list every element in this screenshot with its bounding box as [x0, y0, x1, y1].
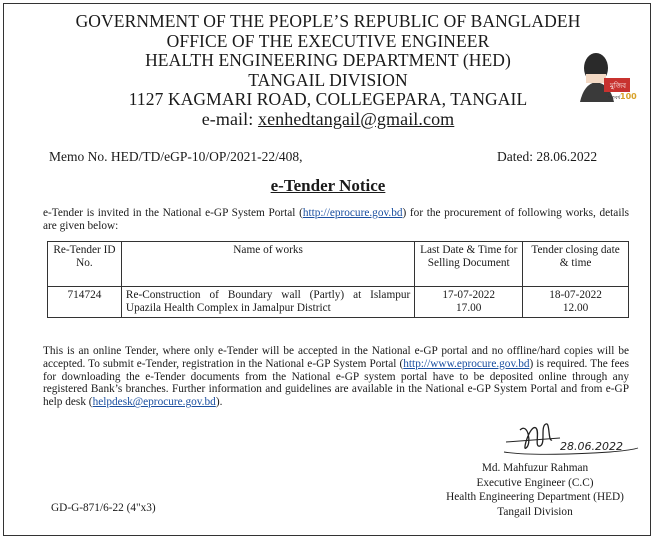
cell-tender-id: 714724 [48, 287, 122, 318]
header-tender-id: Re-Tender ID No. [48, 242, 122, 287]
closing-date: 18-07-2022 [549, 289, 602, 301]
letterhead-address: 1127 KAGMARI ROAD, COLLEGEPARA, TANGAIL [128, 89, 528, 109]
cell-selling-deadline [415, 287, 523, 318]
selling-time: 17.00 [456, 302, 482, 314]
notice-title [0, 176, 656, 196]
email-label: e-mail: [201, 108, 258, 129]
signatory-block [430, 461, 640, 519]
table-header-row [48, 242, 629, 287]
letterhead-email [0, 110, 656, 130]
print-code: GD-G-871/6-22 (4"x3) [51, 502, 156, 514]
memo-date: Dated: 28.06.2022 [497, 149, 598, 164]
intro-text-start: e-Tender is invited in the National e-GP System Portal ( [43, 207, 303, 219]
instructions-paragraph [43, 345, 629, 409]
selling-date: 17-07-2022 [442, 289, 496, 301]
instructions-text-2: ) is required. The fees for downloading the e-Tender documents from the National e-GP system portal have to be deposited online through any registered Bank’s branches. Further information and guidelines are available in the National e-GP System Portal and from e-GP help desk ( [43, 357, 629, 409]
table-row [48, 287, 629, 318]
letterhead [0, 12, 656, 129]
letterhead-division: TANGAIL DIVISION [248, 69, 408, 90]
notice-title-text: e-Tender Notice [270, 176, 386, 195]
mujib-borsho-logo [566, 44, 637, 104]
closing-time: 12.00 [562, 302, 589, 314]
signatory-name: Md. Mahfuzur Rahman [481, 462, 589, 474]
cell-work-name: Re-Construction of Boundary wall (Partly) at Islampur Upazila Health Complex in Jamalpur District [121, 287, 414, 318]
helpdesk-email-link[interactable]: helpdesk@eprocure.gov.bd [92, 396, 216, 409]
instructions-text-3: ). [215, 396, 223, 409]
logo-number: 100 [620, 92, 637, 101]
header-name-of-works: Name of works [121, 242, 414, 287]
instructions-text-1: This is an online Tender, where only e-Tender will be accepted in the National e-GP portal and no offline/hard copies will be accepted. To submit e-Tender, registration in the National e-GP System Portal ( [43, 345, 629, 370]
tender-table [47, 241, 629, 318]
intro-paragraph [43, 207, 629, 233]
signatory-department: Health Engineering Department (HED) [446, 491, 624, 503]
letterhead-department: HEALTH ENGINEERING DEPARTMENT (HED) [145, 50, 511, 70]
intro-text-end: ) for the procurement of following works, details are given below: [43, 207, 629, 232]
email-link[interactable]: xenhedtangail@gmail.com [257, 108, 455, 129]
letterhead-government: GOVERNMENT OF THE PEOPLE’S REPUBLIC OF BANGLADEH [75, 11, 581, 31]
signatory-title: Executive Engineer (C.C) [476, 476, 594, 489]
logo-text-bottom: শতবর্ষ [608, 95, 621, 101]
handwritten-signature [500, 418, 640, 464]
eprocure-link[interactable]: http://eprocure.gov.bd [302, 207, 403, 219]
signature-date: 28.06.2022 [560, 440, 623, 453]
header-selling-deadline: Last Date & Time for Selling Document [415, 242, 523, 287]
cell-closing-date [523, 287, 629, 318]
eprocure-www-link[interactable]: http://www.eprocure.gov.bd [403, 357, 530, 370]
header-closing-date: Tender closing date & time [523, 242, 629, 287]
signatory-division: Tangail Division [497, 505, 573, 518]
letterhead-office: OFFICE OF THE EXECUTIVE ENGINEER [166, 30, 490, 51]
memo-number: Memo No. HED/TD/eGP-10/OP/2021-22/408, [49, 149, 303, 164]
logo-text-top: মুজিব [610, 82, 627, 90]
